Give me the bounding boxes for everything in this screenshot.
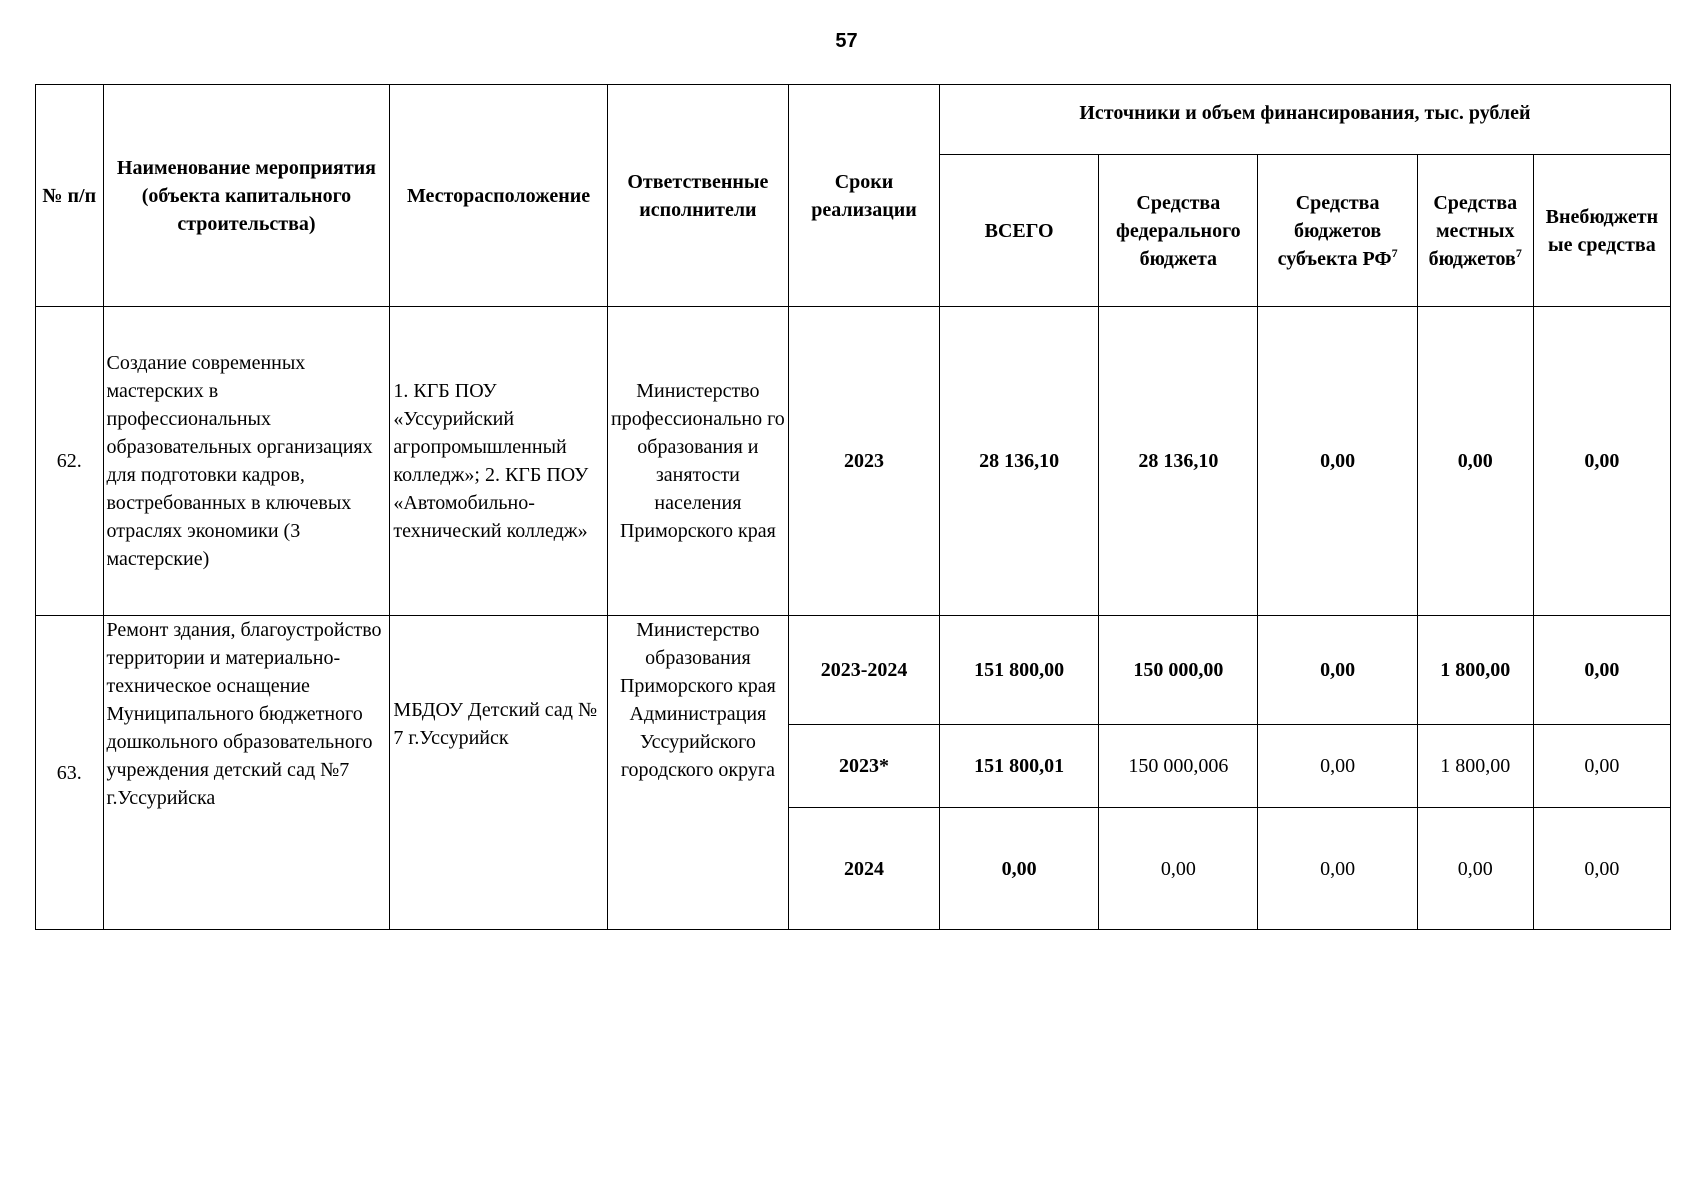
cell-local: 1 800,00 [1417, 616, 1533, 725]
cell-local: 1 800,00 [1417, 725, 1533, 808]
cell-total: 28 136,10 [939, 307, 1098, 616]
header-subject-text: Средства бюджетов субъекта РФ [1277, 191, 1392, 270]
header-name: Наименование мероприятия (объекта капитального строительства) [103, 85, 390, 307]
cell-offbudget: 0,00 [1533, 808, 1670, 930]
cell-offbudget: 0,00 [1533, 307, 1670, 616]
header-federal: Средства федерального бюджета [1099, 155, 1258, 307]
cell-total: 0,00 [939, 808, 1098, 930]
header-local-footnote: 7 [1515, 245, 1522, 260]
cell-offbudget: 0,00 [1533, 616, 1670, 725]
header-local-text: Средства местных бюджетов [1428, 191, 1518, 270]
header-total: ВСЕГО [939, 155, 1098, 307]
header-funding-group: Источники и объем финансирования, тыс. рублей [939, 85, 1670, 155]
cell-federal: 28 136,10 [1099, 307, 1258, 616]
cell-federal: 150 000,006 [1099, 725, 1258, 808]
header-local [1417, 155, 1533, 307]
row-term: 2023* [789, 725, 940, 808]
cell-offbudget: 0,00 [1533, 725, 1670, 808]
row-name: Ремонт здания, благоустройство территории и материально-техническое оснащение Муниципального бюджетного дошкольного образовательного учреждения детский сад №7 г.Уссурийска [103, 616, 390, 930]
cell-total: 151 800,01 [939, 725, 1098, 808]
header-terms: Сроки реализации [789, 85, 940, 307]
row-term: 2023-2024 [789, 616, 940, 725]
row-location: МБДОУ Детский сад № 7 г.Уссурийск [390, 616, 607, 930]
cell-total: 151 800,00 [939, 616, 1098, 725]
cell-federal: 150 000,00 [1099, 616, 1258, 725]
row-term: 2024 [789, 808, 940, 930]
cell-subject: 0,00 [1258, 616, 1417, 725]
table-row [36, 616, 1671, 725]
header-subject-footnote: 7 [1391, 245, 1398, 260]
cell-subject: 0,00 [1258, 808, 1417, 930]
row-executors: Министерство образования Приморского края Администрация Уссурийского городского округа [607, 616, 788, 930]
row-num: 62. [36, 307, 104, 616]
cell-subject: 0,00 [1258, 725, 1417, 808]
cell-subject: 0,00 [1258, 307, 1417, 616]
row-location: 1. КГБ ПОУ «Уссурийский агропромышленный колледж»; 2. КГБ ПОУ «Автомобильно-технический колледж» [390, 307, 607, 616]
header-location: Месторасположение [390, 85, 607, 307]
cell-federal: 0,00 [1099, 808, 1258, 930]
table-row [36, 307, 1671, 616]
header-subject [1258, 155, 1417, 307]
page-number: 57 [835, 30, 858, 52]
row-name: Создание современных мастерских в профессиональных образовательных организациях для подготовки кадров, востребованных в ключевых отраслях экономики (3 мастерские) [103, 307, 390, 616]
header-offbudget: Внебюджетн ые средства [1533, 155, 1670, 307]
cell-local: 0,00 [1417, 307, 1533, 616]
row-executors: Министерство профессионально го образования и занятости населения Приморского края [607, 307, 788, 616]
financing-table [35, 84, 1671, 930]
header-num: № п/п [36, 85, 104, 307]
row-num: 63. [36, 616, 104, 930]
header-executors: Ответственные исполнители [607, 85, 788, 307]
row-term: 2023 [789, 307, 940, 616]
cell-local: 0,00 [1417, 808, 1533, 930]
